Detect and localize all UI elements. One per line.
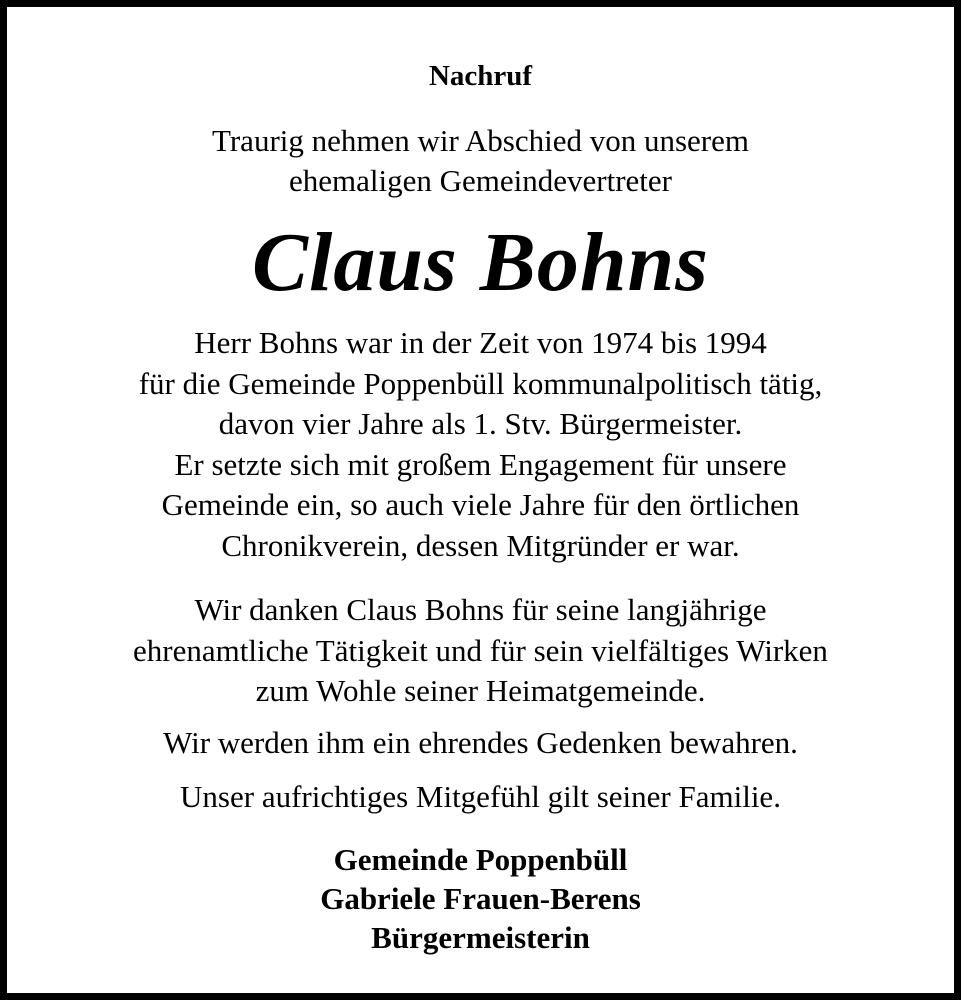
text-line: Wir danken Claus Bohns für seine langjährige [194,592,767,627]
text-line: zum Wohle seiner Heimatgemeinde. [255,673,706,708]
text-line: ehrenamtliche Tätigkeit und für sein vielfältiges Wirken [133,632,828,668]
remembrance-line: Wir werden ihm ein ehrendes Gedenken bewahren. [163,725,798,760]
signoff-role: Bürgermeisterin [371,920,590,955]
deceased-name: Claus Bohns [252,216,709,309]
text-line: Chronikverein, dessen Mitgründer er war. [221,527,740,563]
intro-line: ehemaligen Gemeindevertreter [289,163,672,198]
signoff-organization: Gemeinde Poppenbüll [333,842,628,877]
thanks-paragraph [7,590,954,712]
notice-heading: Nachruf [428,60,533,92]
text-line: Gemeinde ein, so auch viele Jahre für den örtlichen [161,487,800,522]
text-line: Herr Bohns war in der Zeit von 1974 bis 1994 [194,325,767,360]
condolence-line: Unser aufrichtiges Mitgefühl gilt seiner Familie. [180,779,781,814]
biography-paragraph [7,323,954,566]
intro-line: Traurig nehmen wir Abschied von unserem [212,123,749,158]
text-line: davon vier Jahre als 1. Stv. Bürgermeister. [218,406,743,441]
text-line: Er setzte sich mit großem Engagement für unsere [174,446,787,482]
signoff-block [7,840,954,957]
text-line: für die Gemeinde Poppenbüll kommunalpolitisch tätig, [138,365,823,401]
signoff-person: Gabriele Frauen-Berens [320,881,641,916]
intro-text [7,121,954,201]
